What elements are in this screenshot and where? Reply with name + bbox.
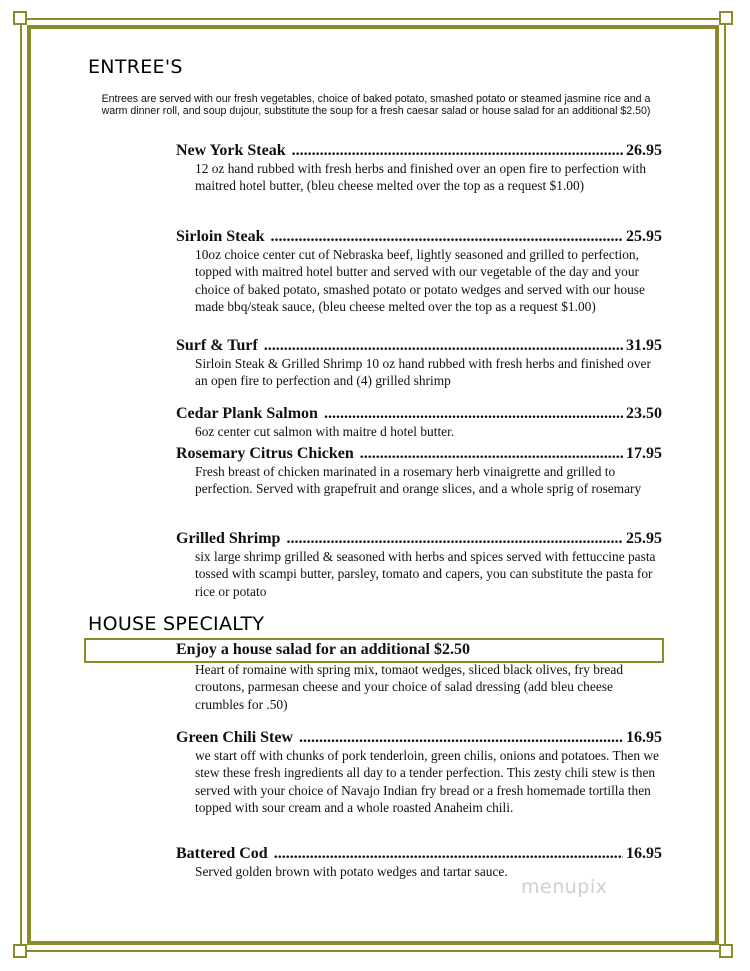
item-price: 23.50: [626, 405, 662, 422]
item-description: Served golden brown with potato wedges and tartar sauce.: [195, 864, 508, 879]
item-description: Sirloin Steak & Grilled Shrimp 10 oz hand rubbed with fresh herbs and finished over an open fire to perfection and (4) grilled shrimp: [195, 356, 651, 389]
menu-item-rosemary-citrus-chicken: [176, 445, 662, 498]
item-name: Grilled Shrimp: [176, 530, 281, 547]
dot-leader: [264, 337, 623, 355]
menu-item-surf-and-turf: [176, 337, 662, 390]
item-description: 6oz center cut salmon with maitre d hotel butter.: [195, 424, 455, 439]
item-description: 10oz choice center cut of Nebraska beef, lightly seasoned and grilled to perfection, topped with maitred hotel butter and served with our vegetable of the day and your choice of baked potato, smashed potato or potato wedges and served with our house made bbq/steak sauce, (bleu cheese melted over the top as a request $1.00): [195, 247, 645, 315]
corner-ornament-top-right: [719, 11, 733, 25]
menu-item-sirloin-steak: [176, 228, 662, 316]
item-name: New York Steak: [176, 142, 286, 159]
corner-ornament-top-left: [13, 11, 27, 25]
house-salad-description: Heart of romaine with spring mix, tomaot wedges, sliced black olives, fry bread croutons, parmesan cheese and your choice of salad dressing (add bleu cheese crumbles for .50): [195, 662, 624, 712]
dot-leader: [292, 142, 623, 160]
item-name: Sirloin Steak: [176, 228, 265, 245]
item-description: Fresh breast of chicken marinated in a rosemary herb vinaigrette and grilled to perfection. Served with grapefruit and orange slices, and a whole sprig of rosemary: [195, 464, 642, 497]
menupix-watermark: menupix: [521, 876, 608, 898]
item-price: 17.95: [626, 445, 662, 462]
house-specialty-section-title: HOUSE SPECIALTY: [88, 613, 265, 635]
item-price: 31.95: [626, 337, 662, 354]
item-price: 26.95: [626, 142, 662, 159]
entrees-section-title: ENTREE'S: [88, 56, 183, 78]
item-price: 16.95: [626, 729, 662, 746]
dot-leader: [360, 445, 623, 463]
item-description: we start off with chunks of pork tenderloin, green chilis, onions and potatoes. Then we stew these fresh ingredients all day to a tender perfection. This zesty chili stew is then served with your choice of Navajo Indian fry bread or a fresh homemade tortilla then topped with sour cream and a whole roasted Anaheim chili.: [195, 748, 659, 816]
dot-leader: [274, 845, 623, 863]
entrees-intro-text: Entrees are served with our fresh vegetables, choice of baked potato, smashed potato or steamed jasmine rice and a warm dinner roll, and soup dujour, substitute the soup for a fresh caesar salad or house salad for an additional $2.50): [101, 93, 651, 117]
item-name: Green Chili Stew: [176, 729, 294, 746]
item-description: 12 oz hand rubbed with fresh herbs and finished over an open fire to perfection with maitred hotel butter, (bleu cheese melted over the top as a request $1.00): [195, 161, 647, 194]
corner-ornament-bottom-right: [719, 944, 733, 958]
menu-item-new-york-steak: [176, 142, 662, 195]
item-description: six large shrimp grilled & seasoned with herbs and spices served with fettuccine pasta tossed with scampi butter, parsley, tomato and capers, you can substitute the pasta for rice or potato: [195, 549, 656, 599]
item-name: Surf & Turf: [176, 337, 258, 354]
dot-leader: [324, 405, 623, 423]
dot-leader: [270, 228, 623, 246]
menu-item-grilled-shrimp: [176, 530, 662, 600]
menu-item-cedar-plank-salmon: [176, 405, 662, 440]
house-salad-promo-title: Enjoy a house salad for an additional $2.50: [176, 641, 470, 658]
dot-leader: [299, 729, 623, 747]
item-price: 16.95: [626, 845, 662, 862]
item-name: Battered Cod: [176, 845, 268, 862]
dot-leader: [286, 530, 623, 548]
item-price: 25.95: [626, 530, 662, 547]
corner-ornament-bottom-left: [13, 944, 27, 958]
item-name: Cedar Plank Salmon: [176, 405, 318, 422]
item-name: Rosemary Citrus Chicken: [176, 445, 354, 462]
item-price: 25.95: [626, 228, 662, 245]
menu-item-green-chili-stew: [176, 729, 662, 817]
